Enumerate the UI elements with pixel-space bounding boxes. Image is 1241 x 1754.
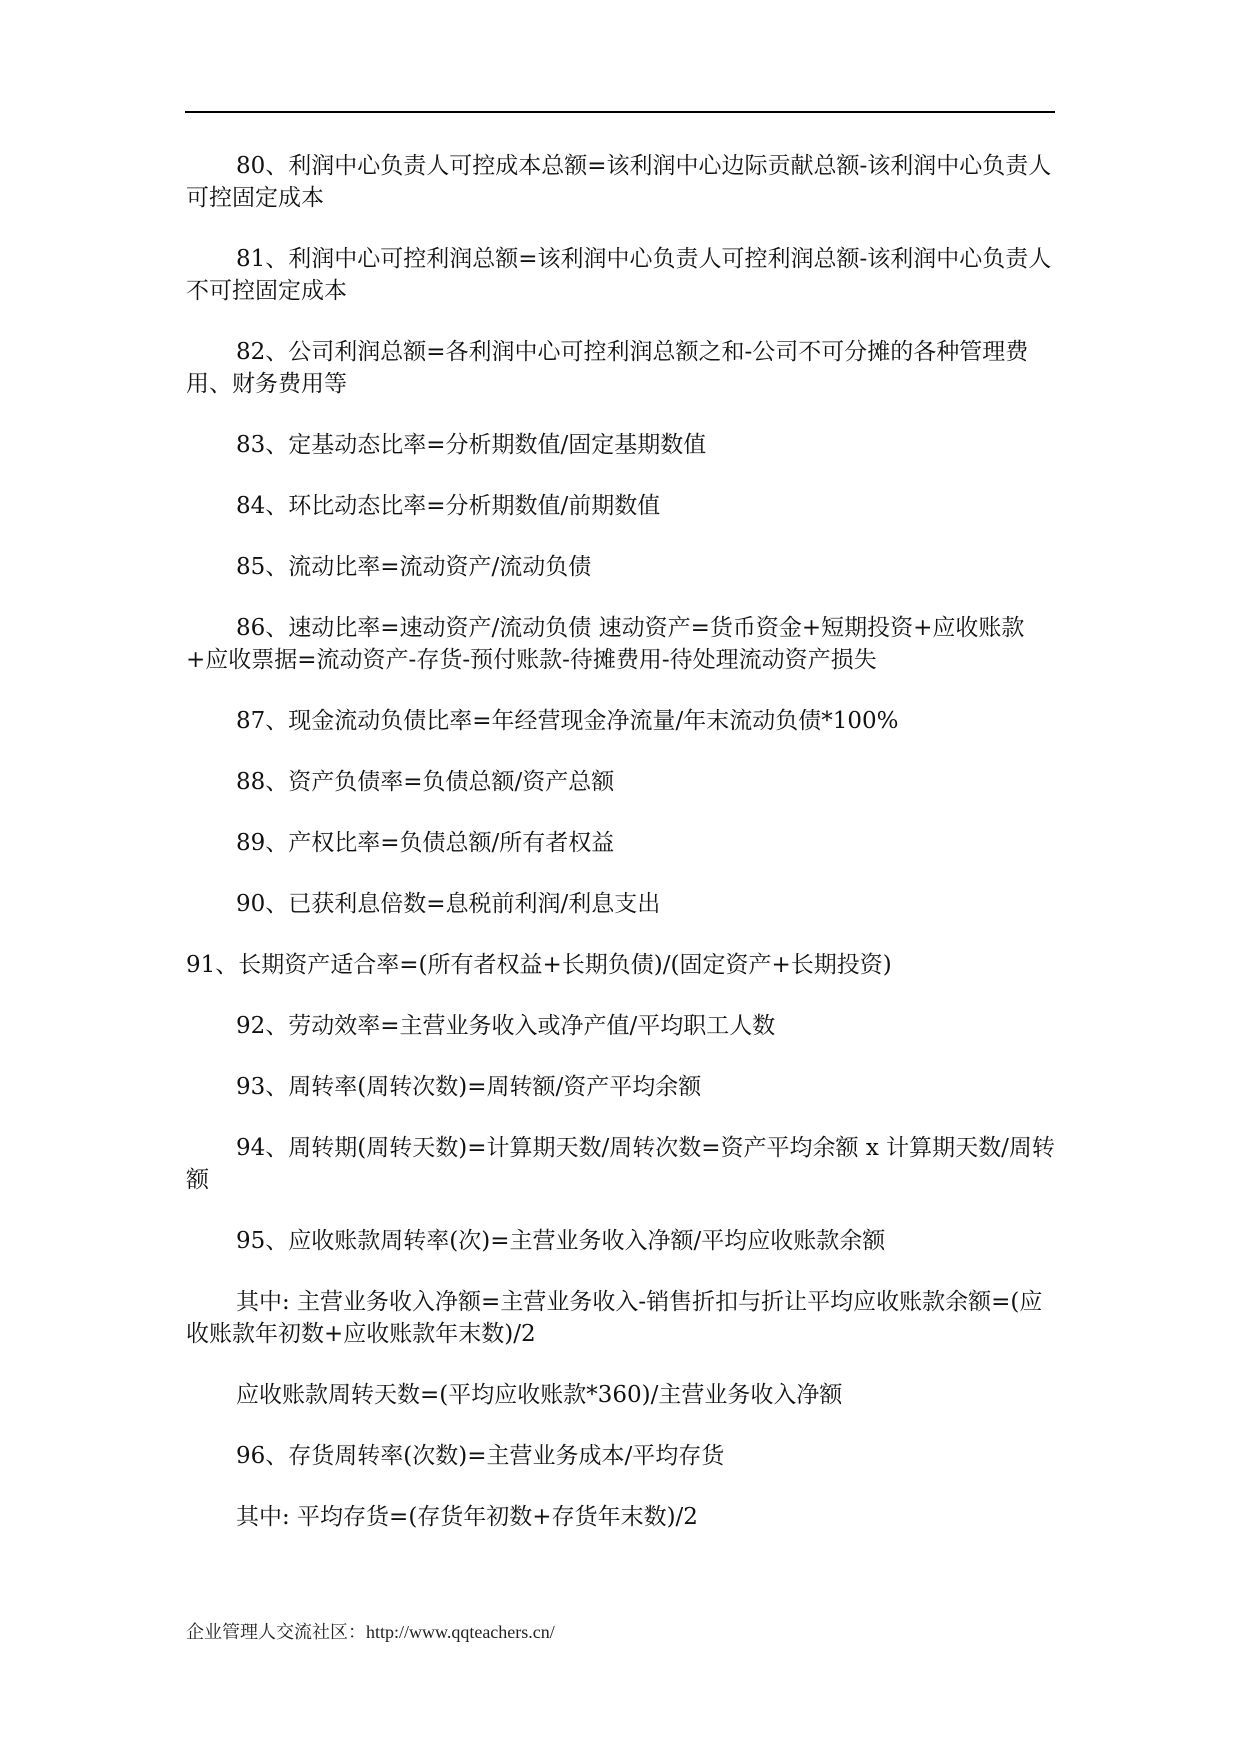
formula-paragraph: 90、已获利息倍数=息税前利润/利息支出	[236, 891, 661, 917]
formula-paragraph: 93、周转率(周转次数)=周转额/资产平均余额	[236, 1074, 702, 1100]
formula-paragraph: 89、产权比率=负债总额/所有者权益	[236, 830, 615, 856]
formula-paragraph: 96、存货周转率(次数)=主营业务成本/平均存货	[236, 1443, 725, 1469]
formula-paragraph: 其中: 平均存货=(存货年初数+存货年末数)/2	[236, 1504, 698, 1530]
formula-paragraph: 其中: 主营业务收入净额=主营业务收入-销售折扣与折让平均应收账款余额=(应收账款年初数+应收账款年末数)/2	[186, 1289, 1043, 1347]
formula-paragraph: 92、劳动效率=主营业务收入或净产值/平均职工人数	[236, 1013, 776, 1039]
formula-paragraph: 81、利润中心可控利润总额=该利润中心负责人可控利润总额-该利润中心负责人不可控固定成本	[186, 246, 1052, 304]
formula-paragraph: 94、周转期(周转天数)=计算期天数/周转次数=资产平均余额 x 计算期天数/周转额	[186, 1135, 1055, 1193]
formula-paragraph: 80、利润中心负责人可控成本总额=该利润中心边际贡献总额-该利润中心负责人可控固定成本	[186, 153, 1052, 211]
formula-paragraph: 83、定基动态比率=分析期数值/固定基期数值	[236, 432, 707, 458]
formula-paragraph: 82、公司利润总额=各利润中心可控利润总额之和-公司不可分摊的各种管理费用、财务费用等	[186, 339, 1029, 397]
formula-paragraph: 86、速动比率=速动资产/流动负债 速动资产=货币资金+短期投资+应收账款+应收票据=流动资产-存货-预付账款-待摊费用-待处理流动资产损失	[186, 615, 1025, 673]
formula-paragraph: 84、环比动态比率=分析期数值/前期数值	[236, 493, 661, 519]
document-body	[186, 150, 1056, 1562]
formula-paragraph: 95、应收账款周转率(次)=主营业务收入净额/平均应收账款余额	[236, 1228, 886, 1254]
formula-paragraph: 88、资产负债率=负债总额/资产总额	[236, 769, 615, 795]
header-rule	[185, 111, 1055, 113]
formula-paragraph: 85、流动比率=流动资产/流动负债	[236, 554, 592, 580]
page-footer: 企业管理人交流社区：http://www.qqteachers.cn/	[186, 1622, 555, 1642]
formula-paragraph: 应收账款周转天数=(平均应收账款*360)/主营业务收入净额	[236, 1382, 843, 1408]
formula-paragraph: 91、长期资产适合率=(所有者权益+长期负债)/(固定资产+长期投资)	[186, 952, 892, 978]
formula-paragraph: 87、现金流动负债比率=年经营现金净流量/年末流动负债*100%	[236, 708, 899, 734]
